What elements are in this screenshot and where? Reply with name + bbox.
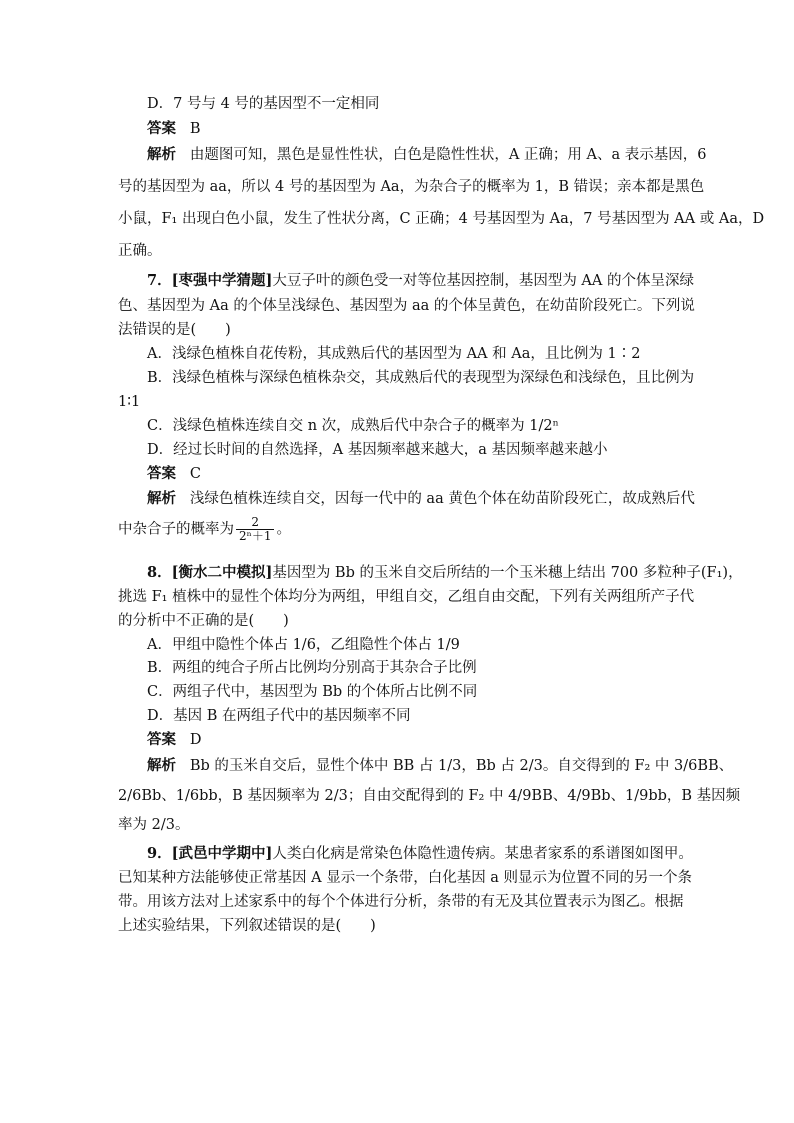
q7-option-a: A．浅绿色植株自花传粉，其成熟后代的基因型为 AA 和 Aa，且比例为 1∶2: [147, 346, 641, 362]
q8-option-d: D．基因 B 在两组子代中的基因频率不同: [147, 708, 411, 724]
question-number: 9．: [147, 845, 172, 862]
q9-stem-line-4: 上述实验结果，下列叙述错误的是( ): [118, 918, 376, 934]
q6-answer: [147, 119, 200, 139]
stem-text: 大豆子叶的颜色受一对等位基因控制，基因型为 AA 的个体呈深绿: [272, 273, 694, 289]
fraction-numerator: 2: [236, 516, 274, 530]
q8-explain-line-3: 率为 2/3。: [118, 817, 190, 833]
explain-label: 解析: [147, 146, 176, 163]
explain-text: 由题图可知，黑色是显性性状，白色是隐性性状，A 正确；用 A、a 表示基因，6: [189, 147, 707, 163]
question-number: 8．: [147, 564, 172, 581]
q9-stem-line-1: [147, 844, 693, 864]
q9-stem-line-3: 带。用该方法对上述家系中的每个个体进行分析，条带的有无及其位置表示为图乙。根据: [118, 894, 684, 910]
q7-option-c: C．浅绿色植株连续自交 n 次，成熟后代中杂合子的概率为 1/2ⁿ: [147, 418, 559, 434]
stem-text: 人类白化病是常染色体隐性遗传病。某患者家系的系谱图如图甲。: [272, 846, 693, 862]
q6-explain-line-3: 小鼠，F₁ 出现白色小鼠，发生了性状分离，C 正确；4 号基因型为 Aa，7 号基因型为 AA 或 Aa，D: [118, 211, 765, 227]
question-number: 7．: [147, 272, 172, 289]
question-source: [枣强中学猜题]: [171, 272, 273, 289]
answer-value: D: [189, 732, 202, 748]
explain-text: Bb 的玉米自交后，显性个体中 BB 占 1/3，Bb 占 2/3。自交得到的 F₂ 中 3/6BB、: [189, 758, 734, 774]
explain-label: 解析: [147, 757, 176, 774]
q8-explain-line-2: 2/6Bb、1/6bb，B 基因频率为 2/3；自由交配得到的 F₂ 中 4/9BB、4/9Bb、1/9bb，B 基因频: [118, 788, 741, 804]
q7-answer: [147, 464, 201, 484]
fraction-denominator: 2ⁿ＋1: [239, 529, 272, 543]
explain-text: 中杂合子的概率为: [118, 521, 234, 538]
q6-explain-line-2: 号的基因型为 aa，所以 4 号的基因型为 Aa，为杂合子的概率为 1，B 错误；亲本都是黑色: [118, 179, 705, 195]
q7-option-b-cont: 1∶1: [118, 394, 141, 410]
q8-stem-line-1: [147, 563, 743, 583]
q7-option-b: B．浅绿色植株与深绿色植株杂交，其成熟后代的表现型为深绿色和浅绿色，且比例为: [147, 370, 695, 386]
question-source: [武邑中学期中]: [171, 845, 273, 862]
q7-explain-line-2: [118, 516, 291, 543]
q7-stem-line-2: 色、基因型为 Aa 的个体呈浅绿色、基因型为 aa 的个体呈黄色，在幼苗阶段死亡。下列说: [118, 298, 695, 314]
answer-label: 答案: [147, 465, 176, 482]
q8-stem-line-2: 挑选 F₁ 植株中的显性个体均分为两组，甲组自交，乙组自由交配，下列有关两组所产子代: [118, 589, 695, 605]
q7-stem-line-3: 法错误的是( ): [118, 322, 231, 338]
q8-option-b: B．两组的纯合子所占比例均分别高于其杂合子比例: [147, 660, 477, 676]
explain-text: 。: [276, 521, 291, 538]
q8-option-c: C．两组子代中，基因型为 Bb 的个体所占比例不同: [147, 684, 478, 700]
q7-option-d: D．经过长时间的自然选择，A 基因频率越来越大，a 基因频率越来越小: [147, 442, 608, 458]
explain-label: 解析: [147, 490, 176, 507]
answer-label: 答案: [147, 731, 176, 748]
stem-text: 基因型为 Bb 的玉米自交后所结的一个玉米穗上结出 700 多粒种子(F₁)，: [272, 565, 743, 581]
q6-explain-line-1: [147, 145, 706, 165]
q6-option-d: D．7 号与 4 号的基因型不一定相同: [147, 96, 380, 112]
answer-label: 答案: [147, 120, 176, 137]
answer-value: B: [189, 121, 201, 137]
q6-explain-line-4: 正确。: [118, 243, 162, 259]
explain-text: 浅绿色植株连续自交，因每一代中的 aa 黄色个体在幼苗阶段死亡，故成熟后代: [189, 491, 695, 507]
answer-value: C: [189, 466, 201, 482]
q7-explain-line-1: [147, 489, 695, 509]
question-source: [衡水二中模拟]: [171, 564, 273, 581]
q8-explain-line-1: [147, 756, 733, 776]
fraction: [236, 516, 274, 543]
q8-answer: [147, 730, 201, 750]
q8-stem-line-3: 的分析中不正确的是( ): [118, 613, 289, 629]
q8-option-a: A．甲组中隐性个体占 1/6，乙组隐性个体占 1/9: [147, 637, 460, 653]
q9-stem-line-2: 已知某种方法能够使正常基因 A 显示一个条带，白化基因 a 则显示为位置不同的另一个条: [118, 870, 693, 886]
q7-stem-line-1: [147, 271, 694, 291]
